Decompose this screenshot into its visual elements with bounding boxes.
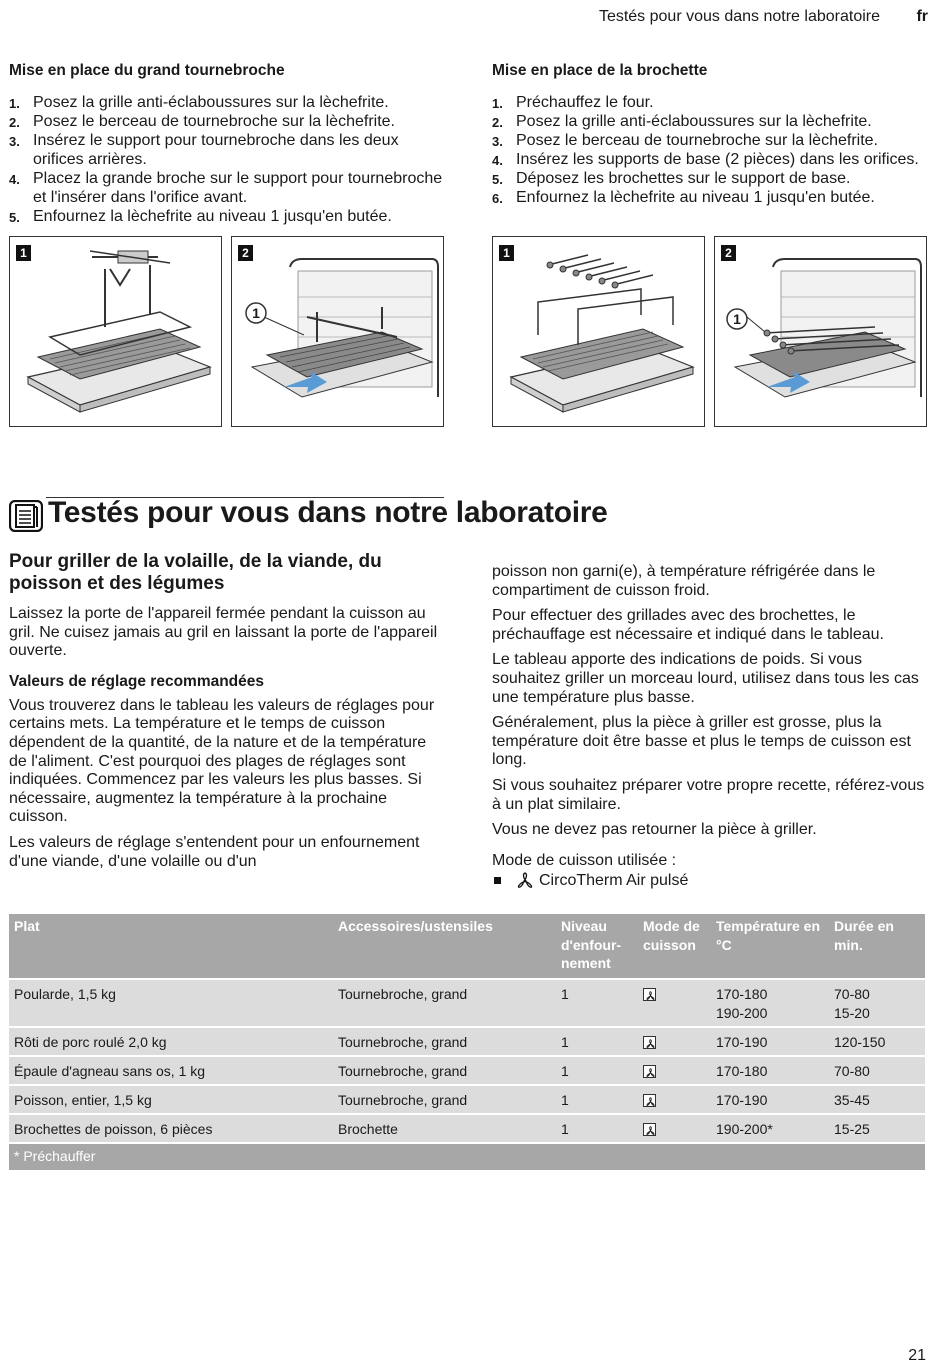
circotherm-mode-icon	[643, 1094, 656, 1107]
table-header-cell: Plat	[9, 914, 333, 979]
circotherm-mode-icon	[643, 1065, 656, 1078]
figure-rotisserie-in-oven	[231, 236, 444, 427]
paragraph: Vous trouverez dans le tableau les valeurs de réglages pour certains mets. La température et le temps de cuisson dépendent de la quantité, de la nature et de la température de l'aliment. C'est pourquoi des plages de réglages sont indiquées. Commencez par les valeurs les plus basses. Si nécessaire, augmentez la température à la prochaine cuisson.	[9, 696, 435, 826]
paragraph: Pour effectuer des grillades avec des brochettes, le préchauffage est nécessaire et indiqué dans le tableau.	[492, 607, 884, 643]
paragraph: Généralement, plus la pièce à griller est grosse, plus la température doit être basse et plus le temps de cuisson est long.	[492, 714, 911, 769]
figure-badge: 2	[238, 245, 253, 261]
circotherm-mode-icon	[643, 1123, 656, 1136]
cell-accessoire: Tournebroche, grand	[333, 979, 556, 1027]
cell-mode	[638, 979, 711, 1027]
table-header-cell: Durée en min.	[829, 914, 925, 979]
cell-temperature: 170-180 190-200	[711, 979, 829, 1027]
cell-niveau: 1	[556, 1056, 638, 1085]
rotisserie-assembly-illustration	[10, 237, 222, 427]
paragraph: Le tableau apporte des indications de poids. Si vous souhaitez griller un morceau lourd, utilisez dans tous les cas une température plus basse.	[492, 651, 919, 706]
circotherm-mode-icon	[643, 988, 656, 1001]
cell-niveau: 1	[556, 979, 638, 1027]
table-header-cell: Accessoires/ustensiles	[333, 914, 556, 979]
cell-accessoire: Tournebroche, grand	[333, 1027, 556, 1056]
cell-duree: 35-45	[829, 1085, 925, 1114]
cell-duree: 70-80	[829, 1056, 925, 1085]
mode-item-label: CircoTherm Air pulsé	[539, 872, 689, 890]
cell-accessoire: Brochette	[333, 1114, 556, 1143]
language-tag: fr	[916, 8, 928, 25]
list-item: 3. Posez le berceau de tournebroche sur la lèchefrite.	[492, 132, 878, 149]
page-number: 21	[908, 1347, 926, 1364]
cell-plat: Rôti de porc roulé 2,0 kg	[9, 1027, 333, 1056]
right-instructions	[492, 62, 932, 207]
left-instructions	[9, 62, 449, 226]
cell-mode	[638, 1085, 711, 1114]
cell-niveau: 1	[556, 1114, 638, 1143]
mode-item	[492, 871, 928, 890]
paragraph: Les valeurs de réglage s'entendent pour un enfournement d'une viande, d'une volaille ou d'un	[9, 833, 420, 870]
table-row	[9, 1027, 925, 1056]
table-footnote: * Préchauffer	[9, 1143, 925, 1170]
cell-mode	[638, 1114, 711, 1143]
section-title: Pour griller de la volaille, de la viande, du poisson et des légumes	[9, 551, 382, 594]
cell-niveau: 1	[556, 1027, 638, 1056]
mode-label: Mode de cuisson utilisée :	[492, 851, 677, 869]
section-left-column	[9, 551, 445, 878]
table-row	[9, 1114, 925, 1143]
list-item: 4. Insérez les supports de base (2 pièces) dans les orifices.	[492, 151, 919, 168]
table-header-cell: Niveau d'enfour-nement	[556, 914, 638, 979]
cell-plat: Brochettes de poisson, 6 pièces	[9, 1114, 333, 1143]
list-item: 1. Préchauffez le four.	[492, 94, 654, 111]
figure-badge: 1	[499, 245, 514, 261]
intro-paragraph: Laissez la porte de l'appareil fermée pendant la cuisson au gril. Ne cuisez jamais au gril en laissant la porte de l'appareil ouverte.	[9, 605, 438, 660]
figure-badge: 2	[721, 245, 736, 261]
circotherm-mode-icon	[643, 1036, 656, 1049]
list-item: 1. Posez la grille anti-éclaboussures sur la lèchefrite.	[9, 94, 389, 111]
running-title: Testés pour vous dans notre laboratoire	[598, 8, 880, 25]
table-row	[9, 979, 925, 1027]
list-item: 5. Déposez les brochettes sur le support de base.	[492, 170, 851, 187]
list-item: 3. Insérez le support pour tournebroche dans les deux orifices arrières.	[9, 132, 399, 168]
figure-skewer-assembly	[492, 236, 705, 427]
paragraph: Si vous souhaitez préparer votre propre recette, référez-vous à un plat similaire.	[492, 776, 925, 813]
figure-skewer-in-oven	[714, 236, 927, 427]
page-title: Testés pour vous dans notre laboratoire	[48, 496, 608, 529]
list-item: 2. Posez le berceau de tournebroche sur la lèchefrite.	[9, 113, 395, 130]
cell-temperature: 170-190	[711, 1085, 829, 1114]
cell-niveau: 1	[556, 1085, 638, 1114]
circotherm-fan-icon	[515, 872, 535, 888]
figure-callout-label: 1	[733, 311, 741, 327]
cell-duree: 120-150	[829, 1027, 925, 1056]
cell-mode	[638, 1056, 711, 1085]
table-header-cell: Température en °C	[711, 914, 829, 979]
cookbook-icon	[9, 500, 43, 532]
table-header-row	[9, 914, 925, 979]
skewer-assembly-illustration	[493, 237, 705, 427]
running-header	[0, 8, 950, 28]
paragraph: Vous ne devez pas retourner la pièce à griller.	[492, 821, 817, 839]
list-item: 6. Enfournez la lèchefrite au niveau 1 jusqu'en butée.	[492, 189, 875, 206]
rotisserie-in-oven-illustration	[232, 237, 444, 427]
figure-rotisserie-assembly	[9, 236, 222, 427]
cell-temperature: 170-180	[711, 1056, 829, 1085]
paragraph: poisson non garni(e), à température réfrigérée dans le compartiment de cuisson froid.	[492, 563, 876, 599]
subsection-title: Valeurs de réglage recommandées	[9, 672, 265, 690]
list-item: 5. Enfournez la lèchefrite au niveau 1 jusqu'en butée.	[9, 208, 392, 225]
cell-plat: Poisson, entier, 1,5 kg	[9, 1085, 333, 1114]
table-row	[9, 1056, 925, 1085]
bullet-icon	[494, 877, 501, 884]
left-instructions-title: Mise en place du grand tournebroche	[9, 62, 285, 79]
cell-duree: 15-25	[829, 1114, 925, 1143]
cell-accessoire: Tournebroche, grand	[333, 1056, 556, 1085]
cooking-table	[9, 914, 925, 1170]
table-header-cell: Mode de cuisson	[638, 914, 711, 979]
right-steps-list	[492, 93, 932, 207]
cell-plat: Poularde, 1,5 kg	[9, 979, 333, 1027]
cell-accessoire: Tournebroche, grand	[333, 1085, 556, 1114]
list-item: 2. Posez la grille anti-éclaboussures sur la lèchefrite.	[492, 113, 872, 130]
cell-duree: 70-80 15-20	[829, 979, 925, 1027]
cell-temperature: 170-190	[711, 1027, 829, 1056]
table-footnote-row	[9, 1143, 925, 1170]
cell-temperature: 190-200*	[711, 1114, 829, 1143]
figure-badge: 1	[16, 245, 31, 261]
figure-callout-label: 1	[252, 305, 260, 321]
cell-mode	[638, 1027, 711, 1056]
section-right-column	[492, 563, 928, 890]
table-row	[9, 1085, 925, 1114]
skewer-in-oven-illustration	[715, 237, 927, 427]
list-item: 4. Placez la grande broche sur le support pour tournebroche et l'insérer dans l'orifice avant.	[9, 170, 443, 206]
right-instructions-title: Mise en place de la brochette	[492, 62, 708, 79]
cell-plat: Épaule d'agneau sans os, 1 kg	[9, 1056, 333, 1085]
left-steps-list	[9, 93, 449, 226]
